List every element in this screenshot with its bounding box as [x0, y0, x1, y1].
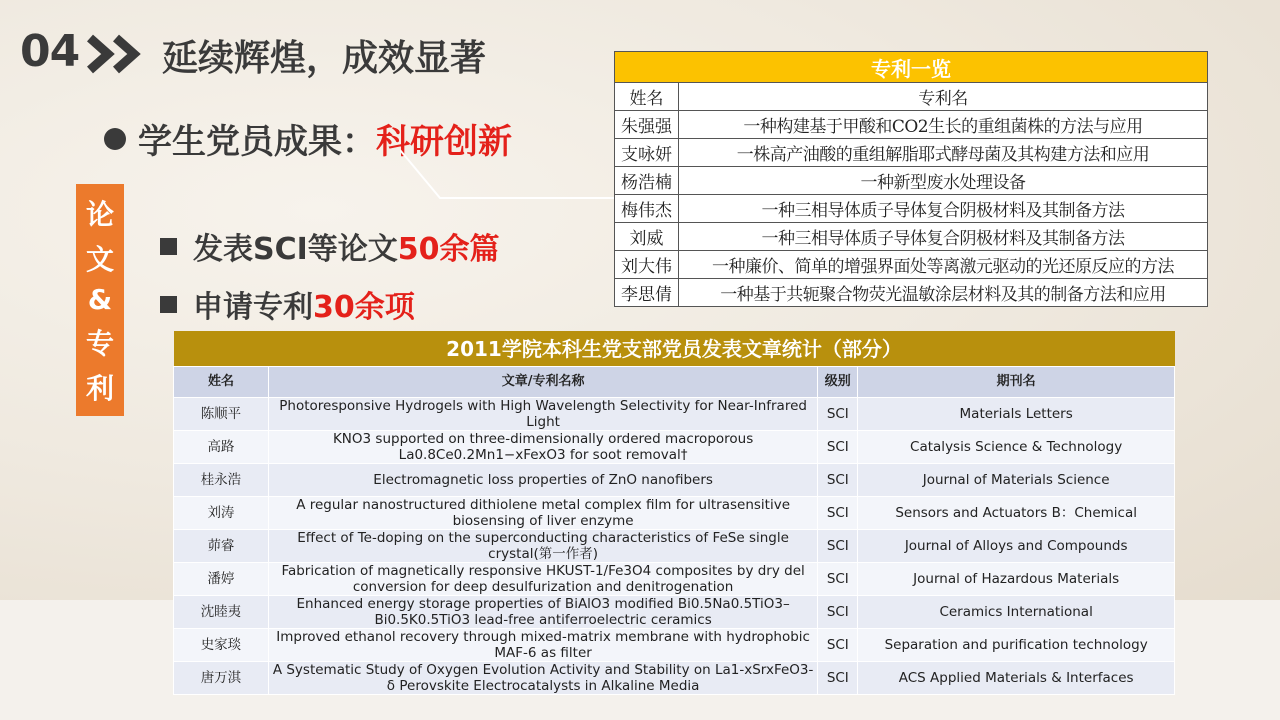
article-title: KNO3 supported on three-dimensionally ordered macroporous La0.8Ce0.2Mn1−xFexO3 for soot removal† [268, 431, 817, 464]
patent-inventor: 梅伟杰 [615, 195, 679, 223]
journal-name: Catalysis Science & Technology [858, 431, 1175, 464]
patent-name: 一种三相导体质子导体复合阴极材料及其制备方法 [679, 195, 1208, 223]
author-name: 唐万淇 [174, 662, 269, 695]
patent-inventor: 支咏妍 [615, 139, 679, 167]
journal-name: Ceramics International [858, 596, 1175, 629]
point-papers [160, 224, 500, 268]
article-title: Effect of Te-doping on the superconducting characteristics of FeSe single crystal(第一作者) [268, 530, 817, 563]
table-row [174, 497, 1175, 530]
article-level: SCI [818, 398, 858, 431]
author-name: 刘涛 [174, 497, 269, 530]
article-title: Enhanced energy storage properties of BiAlO3 modified Bi0.5Na0.5TiO3–Bi0.5K0.5TiO3 lead-free antiferroelectric ceramics [268, 596, 817, 629]
article-level: SCI [818, 497, 858, 530]
article-title: A regular nanostructured dithiolene metal complex film for ultrasensitive biosensing of liver enzyme [268, 497, 817, 530]
side-label-box [76, 184, 124, 416]
patent-name: 一种三相导体质子导体复合阴极材料及其制备方法 [679, 223, 1208, 251]
table-row [615, 223, 1208, 251]
author-name: 茆睿 [174, 530, 269, 563]
table-row [174, 629, 1175, 662]
patent-table [614, 51, 1208, 307]
table-row [615, 139, 1208, 167]
subtitle-prefix: 学生党员成果： [138, 122, 376, 162]
author-name: 史家琰 [174, 629, 269, 662]
patent-name: 一种廉价、简单的增强界面处等离激元驱动的光还原反应的方法 [679, 251, 1208, 279]
point-patents [160, 282, 415, 326]
double-chevron-icon [86, 34, 148, 74]
journal-name: Materials Letters [858, 398, 1175, 431]
table-row [174, 662, 1175, 695]
column-header: 专利名 [679, 83, 1208, 111]
column-header: 级别 [818, 367, 858, 398]
article-level: SCI [818, 596, 858, 629]
point-prefix: 发表SCI等论文 [193, 232, 398, 267]
table-row [174, 464, 1175, 497]
journal-name: Journal of Materials Science [858, 464, 1175, 497]
side-label-char: & [87, 283, 113, 317]
article-level: SCI [818, 563, 858, 596]
journal-name: Separation and purification technology [858, 629, 1175, 662]
column-header: 姓名 [615, 83, 679, 111]
point-highlight: 30余项 [313, 290, 415, 325]
point-highlight: 50余篇 [397, 232, 500, 267]
page-title: 延续辉煌，成效显著 [162, 38, 487, 79]
square-bullet-icon [160, 238, 177, 255]
patent-inventor: 朱强强 [615, 111, 679, 139]
article-level: SCI [818, 431, 858, 464]
author-name: 高路 [174, 431, 269, 464]
article-level: SCI [818, 464, 858, 497]
table-row [615, 167, 1208, 195]
table-row [174, 398, 1175, 431]
subtitle-highlight: 科研创新 [376, 122, 512, 162]
author-name: 沈睦夷 [174, 596, 269, 629]
article-title: A Systematic Study of Oxygen Evolution Activity and Stability on La1-xSrxFeO3-δ Perovskite Electrocatalysts in Alkaline Media [268, 662, 817, 695]
article-title: Electromagnetic loss properties of ZnO nanofibers [268, 464, 817, 497]
article-level: SCI [818, 629, 858, 662]
side-label-char: 专 [85, 326, 114, 360]
table-row [174, 563, 1175, 596]
patent-inventor: 刘威 [615, 223, 679, 251]
patent-inventor: 刘大伟 [615, 251, 679, 279]
article-table-title: 2011学院本科生党支部党员发表文章统计（部分） [174, 331, 1175, 367]
section-number: 04 [20, 26, 80, 77]
journal-name: Journal of Alloys and Compounds [858, 530, 1175, 563]
article-title: Fabrication of magnetically responsive HKUST-1/Fe3O4 composites by dry del conversion for deep desulfurization and denitrogenation [268, 563, 817, 596]
patent-name: 一株高产油酸的重组解脂耶式酵母菌及其构建方法和应用 [679, 139, 1208, 167]
patent-inventor: 杨浩楠 [615, 167, 679, 195]
table-row [615, 251, 1208, 279]
author-name: 陈顺平 [174, 398, 269, 431]
author-name: 桂永浩 [174, 464, 269, 497]
side-label-char: 利 [85, 372, 114, 406]
patent-inventor: 李思倩 [615, 279, 679, 307]
column-header: 姓名 [174, 367, 269, 398]
patent-table-title: 专利一览 [615, 52, 1208, 83]
author-name: 潘婷 [174, 563, 269, 596]
article-title: Improved ethanol recovery through mixed-matrix membrane with hydrophobic MAF-6 as filter [268, 629, 817, 662]
patent-name: 一种基于共轭聚合物荧光温敏涂层材料及其的制备方法和应用 [679, 279, 1208, 307]
journal-name: ACS Applied Materials & Interfaces [858, 662, 1175, 695]
article-table [173, 331, 1175, 695]
table-header-row [615, 83, 1208, 111]
table-row [615, 195, 1208, 223]
side-label-char: 论 [85, 197, 114, 231]
table-row [174, 596, 1175, 629]
table-row [174, 530, 1175, 563]
table-row [615, 111, 1208, 139]
connector-line [400, 140, 620, 210]
article-level: SCI [818, 530, 858, 563]
column-header: 期刊名 [858, 367, 1175, 398]
square-bullet-icon [160, 296, 177, 313]
point-prefix: 申请专利 [193, 290, 313, 325]
bullet-dot-icon [104, 128, 126, 150]
patent-name: 一种新型废水处理设备 [679, 167, 1208, 195]
journal-name: Sensors and Actuators B：Chemical [858, 497, 1175, 530]
patent-name: 一种构建基于甲酸和CO2生长的重组菌株的方法与应用 [679, 111, 1208, 139]
article-title: Photoresponsive Hydrogels with High Wavelength Selectivity for Near-Infrared Light [268, 398, 817, 431]
column-header: 文章/专利名称 [268, 367, 817, 398]
journal-name: Journal of Hazardous Materials [858, 563, 1175, 596]
table-row [174, 431, 1175, 464]
article-level: SCI [818, 662, 858, 695]
table-header-row [174, 367, 1175, 398]
table-row [615, 279, 1208, 307]
side-label-char: 文 [85, 243, 114, 277]
